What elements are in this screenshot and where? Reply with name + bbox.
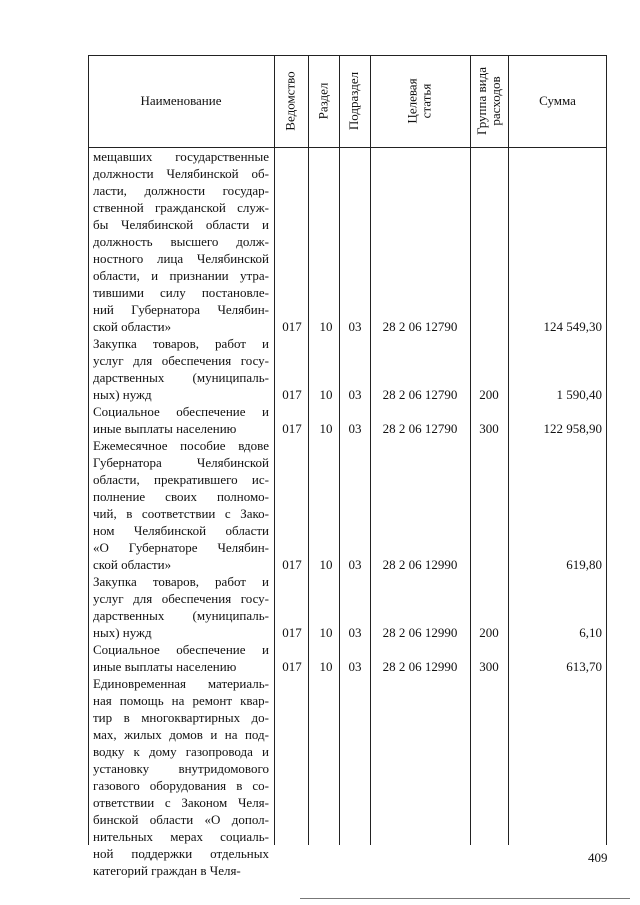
tselevaya-cell: 28 2 06 12990 [382, 659, 458, 674]
name-line: услуг для обеспечения госу- [93, 353, 269, 368]
summa-cell: 1 590,40 [556, 387, 602, 402]
gruppa-cell: 300 [479, 659, 499, 674]
name-line: должность высшего долж- [93, 234, 269, 249]
column-divider [274, 55, 275, 845]
name-line: иные выплаты населению [93, 421, 237, 436]
name-line: дарственных (муниципаль- [93, 608, 269, 623]
podrazdel-cell: 03 [348, 387, 362, 402]
name-line: категорий граждан в Челя- [93, 863, 241, 878]
gruppa-cell: 300 [479, 421, 499, 436]
header-tselevaya-text [406, 78, 434, 123]
name-line: ностного лица Челябинской [93, 251, 269, 266]
column-divider [339, 55, 340, 845]
name-line: мещавших государственные [93, 149, 269, 164]
name-line: должности Челябинской об- [93, 166, 269, 181]
header-gruppa-line1: Группа вида [474, 67, 490, 135]
summa-cell: 619,80 [566, 557, 602, 572]
podrazdel-cell: 03 [348, 659, 362, 674]
gruppa-cell: 200 [479, 387, 499, 402]
column-divider [308, 55, 309, 845]
name-line: ответствии с Законом Челя- [93, 795, 269, 810]
name-line: ской области» [93, 557, 172, 572]
name-line: Социальное обеспечение и [93, 642, 269, 657]
gruppa-cell: 200 [479, 625, 499, 640]
name-line: установку внутридомового [93, 761, 269, 776]
name-line: мах, жилых домов и на под- [93, 727, 269, 742]
name-line: ласти, должности государ- [93, 183, 269, 198]
razdel-cell: 10 [319, 625, 333, 640]
name-line: водку к дому газопровода и [93, 744, 269, 759]
header-podrazdel [339, 55, 370, 147]
name-line: Губернатора Челябинской [93, 455, 269, 470]
header-vedomstvo-text: Ведомство [283, 71, 298, 131]
header-razdel-text: Раздел [315, 82, 331, 120]
tselevaya-cell: 28 2 06 12790 [382, 319, 458, 334]
tselevaya-cell: 28 2 06 12790 [382, 387, 458, 402]
tselevaya-cell: 28 2 06 12990 [382, 557, 458, 572]
name-line: ной поддержки отдельных [93, 846, 269, 861]
header-podrazdel-text: Подраздел [346, 71, 362, 131]
razdel-cell: 10 [319, 659, 333, 674]
header-gruppa [470, 55, 508, 147]
name-line: ных) нужд [93, 625, 152, 640]
razdel-cell: 10 [319, 319, 333, 334]
tselevaya-cell: 28 2 06 12790 [382, 421, 458, 436]
name-line: Закупка товаров, работ и [93, 336, 269, 351]
name-line: газового оборудования в со- [93, 778, 269, 793]
column-divider [370, 55, 371, 845]
name-line: полнение своих полномо- [93, 489, 269, 504]
name-line: тившими силу постановле- [93, 285, 269, 300]
summa-cell: 613,70 [566, 659, 602, 674]
summa-cell: 124 549,30 [543, 319, 602, 334]
name-line: ний Губернатора Челябин- [93, 302, 269, 317]
header-summa-text: Сумма [539, 93, 576, 108]
column-divider [508, 55, 509, 845]
vedomstvo-cell: 017 [282, 421, 302, 436]
name-line: Закупка товаров, работ и [93, 574, 269, 589]
podrazdel-cell: 03 [348, 625, 362, 640]
name-line: области, прекратившего ис- [93, 472, 269, 487]
name-line: тир в многоквартирных до- [93, 710, 269, 725]
name-line: Социальное обеспечение и [93, 404, 269, 419]
header-summa [508, 55, 607, 147]
name-line: «О Губернаторе Челябин- [93, 540, 269, 555]
name-line: области, и признании утра- [93, 268, 269, 283]
name-line: ской области» [93, 319, 172, 334]
page-number: 409 [588, 850, 608, 865]
summa-cell: 122 958,90 [543, 421, 602, 436]
header-razdel [308, 55, 339, 147]
name-line: нительных мерах социаль- [93, 829, 269, 844]
vedomstvo-cell: 017 [282, 387, 302, 402]
vedomstvo-cell: 017 [282, 319, 302, 334]
name-line: иные выплаты населению [93, 659, 237, 674]
name-line: ном Челябинской области [93, 523, 269, 538]
header-tselevaya-line2: статья [418, 83, 434, 119]
header-name [88, 55, 274, 147]
name-line: бы Челябинской области и [93, 217, 269, 232]
name-line: дарственных (муниципаль- [93, 370, 269, 385]
name-line: ная помощь на ремонт квар- [93, 693, 269, 708]
razdel-cell: 10 [319, 421, 333, 436]
tselevaya-cell: 28 2 06 12990 [382, 625, 458, 640]
header-gruppa-text [475, 67, 503, 135]
name-line: ных) нужд [93, 387, 152, 402]
vedomstvo-cell: 017 [282, 625, 302, 640]
name-line: ственной гражданской служ- [93, 200, 269, 215]
vedomstvo-cell: 017 [282, 659, 302, 674]
name-line: бинской области «О допол- [93, 812, 269, 827]
name-line: услуг для обеспечения госу- [93, 591, 269, 606]
name-line: Единовременная материаль- [93, 676, 269, 691]
razdel-cell: 10 [319, 557, 333, 572]
header-tselevaya-line1: Целевая [404, 78, 420, 124]
name-column [93, 148, 269, 879]
header-tselevaya [370, 55, 470, 147]
vedomstvo-cell: 017 [282, 557, 302, 572]
header-gruppa-line2: расходов [488, 76, 504, 126]
podrazdel-cell: 03 [348, 319, 362, 334]
name-line: чий, в соответствии с Зако- [93, 506, 269, 521]
name-line: Ежемесячное пособие вдове [93, 438, 269, 453]
header-name-text: Наименование [140, 93, 222, 108]
header-vedomstvo [274, 55, 308, 147]
podrazdel-cell: 03 [348, 557, 362, 572]
podrazdel-cell: 03 [348, 421, 362, 436]
column-divider [470, 55, 471, 845]
footer-rule [300, 898, 630, 899]
summa-cell: 6,10 [579, 625, 602, 640]
razdel-cell: 10 [319, 387, 333, 402]
